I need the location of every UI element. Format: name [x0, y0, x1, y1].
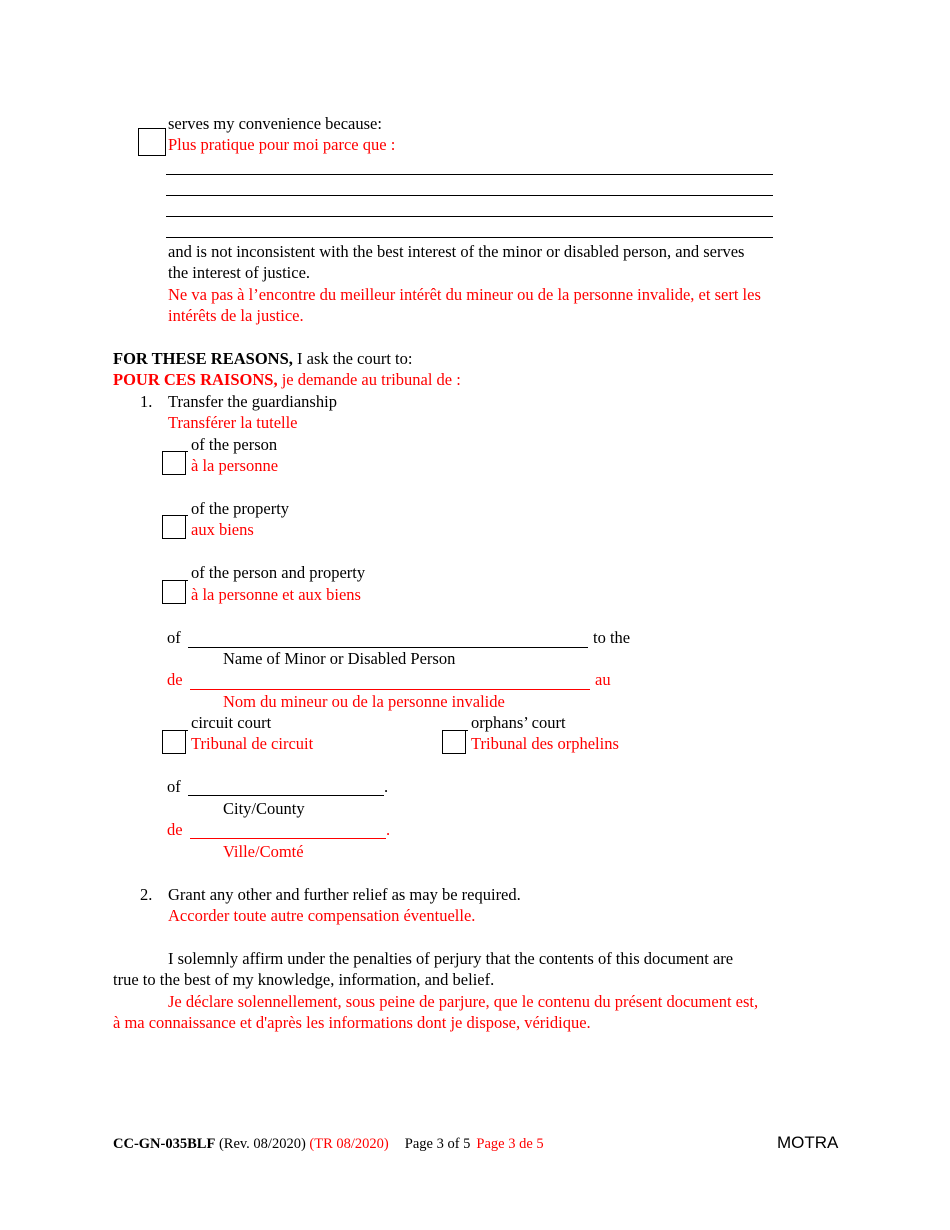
item1-number: 1.	[140, 392, 153, 411]
footer-rev: (Rev. 08/2020)	[215, 1136, 310, 1152]
orphans-court-checkbox[interactable]	[442, 730, 466, 754]
affirmation-fr-1: Je déclare solennellement, sous peine de parjure, que le contenu du présent document est,	[168, 992, 759, 1011]
affirmation-fr-2: à ma connaissance et d'après les informations dont je dispose, véridique.	[113, 1013, 591, 1032]
convenience-label-en: serves my convenience because:	[168, 114, 382, 133]
convenience-line-2[interactable]	[166, 195, 773, 196]
reasons-heading-en-bold: FOR THESE REASONS,	[113, 349, 293, 368]
convenience-label-fr: Plus pratique pour moi parce que :	[168, 135, 396, 154]
option-property-checkbox[interactable]	[162, 515, 186, 539]
city-period: .	[384, 777, 389, 796]
option-both-en: of the person and property	[191, 563, 366, 582]
convenience-checkbox[interactable]	[138, 128, 166, 156]
footer-form-code: MOTRA	[777, 1133, 839, 1152]
option-both-fr: à la personne et aux biens	[191, 585, 361, 604]
city-line-fr[interactable]	[190, 838, 386, 839]
to-the-label: to the	[593, 628, 631, 647]
footer-page-fr: Page 3 de 5	[476, 1136, 544, 1152]
de-city-label: de	[167, 820, 183, 839]
circuit-court-fr: Tribunal de circuit	[191, 734, 314, 753]
reasons-heading-en	[113, 348, 412, 369]
option-person-checkbox[interactable]	[162, 451, 186, 475]
minor-name-line-fr[interactable]	[190, 689, 590, 690]
reasons-heading-fr-rest: je demande au tribunal de :	[277, 370, 461, 389]
footer-page-en: Page 3 of 5	[404, 1136, 471, 1152]
circuit-court-en: circuit court	[191, 713, 272, 732]
affirmation-en-1: I solemnly affirm under the penalties of perjury that the contents of this document are	[168, 949, 734, 968]
de-label: de	[167, 670, 183, 689]
justice-text-en-2: the interest of justice.	[168, 263, 311, 282]
item1-text-en: Transfer the guardianship	[168, 392, 337, 411]
convenience-line-3[interactable]	[166, 216, 773, 217]
footer-form-id: CC-GN-035BLF	[113, 1136, 216, 1152]
justice-text-fr-1: Ne va pas à l’encontre du meilleur intérêt du mineur ou de la personne invalide, et sert les	[168, 285, 761, 304]
convenience-line-1[interactable]	[166, 174, 773, 175]
item2-text-en: Grant any other and further relief as may be required.	[168, 885, 521, 904]
orphans-court-fr: Tribunal des orphelins	[471, 734, 619, 753]
city-period-fr: .	[386, 820, 391, 839]
affirmation-en-2: true to the best of my knowledge, information, and belief.	[113, 970, 495, 989]
reasons-heading-fr-bold: POUR CES RAISONS,	[113, 370, 278, 389]
option-property-fr: aux biens	[191, 520, 254, 539]
option-both-checkbox[interactable]	[162, 580, 186, 604]
justice-text-fr-2: intérêts de la justice.	[168, 306, 304, 325]
minor-name-caption-en: Name of Minor or Disabled Person	[223, 649, 456, 668]
city-caption-en: City/County	[223, 799, 305, 818]
footer	[113, 1134, 544, 1155]
of-label: of	[167, 628, 181, 647]
item2-text-fr: Accorder toute autre compensation éventuelle.	[168, 906, 476, 925]
footer-tr: (TR 08/2020)	[309, 1136, 389, 1152]
option-property-en: of the property	[191, 499, 290, 518]
of-city-label: of	[167, 777, 181, 796]
reasons-heading-en-rest: I ask the court to:	[292, 349, 413, 368]
city-caption-fr: Ville/Comté	[223, 842, 304, 861]
city-line[interactable]	[188, 795, 384, 796]
minor-name-caption-fr: Nom du mineur ou de la personne invalide	[223, 692, 505, 711]
circuit-court-checkbox[interactable]	[162, 730, 186, 754]
justice-text-en-1: and is not inconsistent with the best interest of the minor or disabled person, and serves	[168, 242, 745, 261]
item2-number: 2.	[140, 885, 153, 904]
convenience-line-4[interactable]	[166, 237, 773, 238]
item1-text-fr: Transférer la tutelle	[168, 413, 298, 432]
orphans-court-en: orphans’ court	[471, 713, 566, 732]
au-label: au	[595, 670, 611, 689]
reasons-heading-fr	[113, 369, 461, 390]
option-person-en: of the person	[191, 435, 278, 454]
option-person-fr: à la personne	[191, 456, 279, 475]
